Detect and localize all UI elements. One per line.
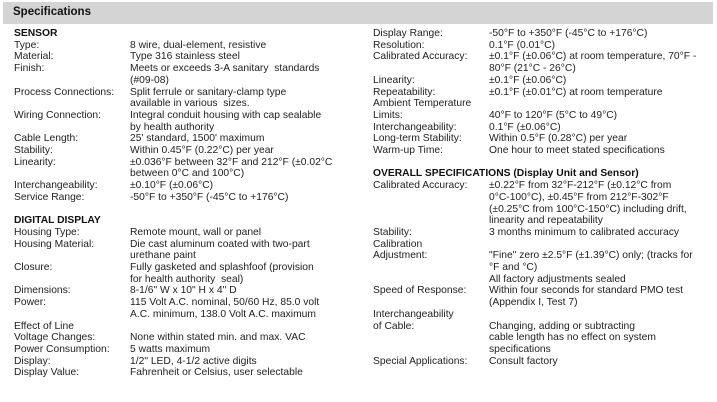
- spec-label: Adjustment:: [373, 250, 428, 262]
- spec-value: 1/2" LED, 4-1/2 active digits: [130, 355, 257, 367]
- spec-value-cont: between 0°C and 100°C): [130, 168, 245, 180]
- page-title: Specifications: [3, 2, 713, 24]
- spec-row: [14, 110, 369, 122]
- spec-value-cont: 80°F (21°C - 26°C): [489, 63, 576, 75]
- spec-label: Special Applications:: [373, 355, 468, 367]
- spec-value-cont: (#09-08): [130, 74, 169, 86]
- spec-row: [14, 40, 369, 52]
- spec-row: [373, 145, 713, 157]
- spec-value-cont: °F and °C): [489, 262, 538, 274]
- spec-label: Wiring Connection:: [14, 109, 101, 121]
- spec-label: Voltage Changes:: [14, 332, 96, 344]
- spec-value: 3 months minimum to calibrated accuracy: [489, 226, 679, 238]
- spec-label: Stability:: [373, 226, 412, 238]
- spec-label: Ambient Temperature: [373, 98, 472, 110]
- spec-value: Within 0.5°F (0.28°C) per year: [489, 133, 628, 145]
- spec-label: Display Range:: [373, 28, 443, 39]
- spec-label: Process Connections:: [14, 86, 115, 98]
- spec-label: Interchangeability:: [373, 121, 457, 133]
- spec-value: Fully gasketed and splashfoof (provision: [130, 262, 314, 274]
- spec-value: ±0.036°F between 32°F and 212°F (±0.02°C: [130, 156, 333, 168]
- spec-row: [14, 133, 369, 145]
- left-column: [14, 28, 369, 379]
- spec-row: [373, 40, 713, 52]
- overall-specifications-heading: OVERALL SPECIFICATIONS (Display Unit and Sensor): [373, 168, 639, 180]
- spec-value: 8 wire, dual-element, resistive: [130, 39, 267, 51]
- spec-row: [14, 145, 369, 157]
- spec-label: Interchangeability:: [14, 180, 98, 192]
- spec-value: 0.1°F (0.01°C): [489, 39, 556, 51]
- spec-label: Calibration: [373, 238, 423, 250]
- spec-row: [14, 356, 369, 368]
- spec-value: Die cast aluminum coated with two-part: [130, 238, 310, 250]
- spec-row: [373, 87, 713, 99]
- spec-row: [373, 110, 713, 122]
- spec-value-cont: cable length has no effect on system: [489, 332, 656, 344]
- spec-label: Type:: [14, 39, 40, 51]
- spec-label: Closure:: [14, 262, 53, 274]
- right-column: [373, 28, 713, 367]
- spec-row: [14, 367, 369, 379]
- spec-row: [14, 192, 369, 204]
- spec-label: Calibrated Accuracy:: [373, 51, 468, 63]
- spec-label: Linearity:: [373, 74, 415, 86]
- spec-label: Effect of Line: [14, 320, 74, 332]
- spec-row: [14, 180, 369, 192]
- spec-row: [14, 344, 369, 356]
- spec-value: 40°F to 120°F (5°C to 49°C): [489, 109, 618, 121]
- spec-row: [373, 227, 713, 239]
- spec-value: 25' standard, 1500' maximum: [130, 133, 265, 145]
- spec-value: One hour to meet stated specifications: [489, 145, 665, 157]
- spec-row: [373, 285, 713, 297]
- spec-row: [14, 157, 369, 169]
- spec-label: Limits:: [373, 109, 403, 121]
- spec-label: Interchangeability: [373, 308, 454, 320]
- spec-row: [373, 180, 713, 192]
- spec-row: [14, 87, 369, 99]
- spec-value: None within stated min. and max. VAC: [130, 332, 306, 344]
- spec-label: Warm-up Time:: [373, 145, 443, 157]
- spec-label: Finish:: [14, 63, 45, 75]
- spec-row: [373, 250, 713, 262]
- spec-label: Repeatability:: [373, 86, 436, 98]
- spec-label: Speed of Response:: [373, 285, 467, 297]
- spec-value: 8-1/6" W x 10" H x 4" D: [130, 285, 237, 297]
- spec-value-cont: by health authority: [130, 121, 215, 133]
- spec-value: Meets or exceeds 3-A sanitary standards: [130, 63, 320, 75]
- spec-row: [14, 239, 369, 251]
- spec-row: [373, 51, 713, 63]
- spec-value-cont: 0°C-100°C), ±0.45°F from 212°F-302°F: [489, 191, 669, 203]
- spec-value-cont: specifications: [489, 343, 551, 355]
- spec-label: Service Range:: [14, 191, 85, 203]
- spec-value-cont: urethane paint: [130, 250, 196, 262]
- spec-value: ±0.1°F (±0.01°C) at room temperature: [489, 86, 663, 98]
- spec-value: -50°F to +350°F (-45°C to +176°C): [489, 28, 648, 39]
- spec-value: ±0.1°F (±0.06°C): [489, 74, 567, 86]
- spec-value: Changing, adding or subtracting: [489, 320, 635, 332]
- spec-label: Long-term Stability:: [373, 133, 462, 145]
- spec-value-cont: for health authority seal): [130, 273, 244, 285]
- spec-value-cont: available in various sizes.: [130, 98, 250, 110]
- spacer: [14, 204, 369, 216]
- spec-value-cont: All factory adjustments sealed: [489, 273, 626, 285]
- spec-row: [14, 297, 369, 309]
- spec-value: ±0.10°F (±0.06°C): [130, 180, 214, 192]
- spec-value: Within four seconds for standard PMO test: [489, 285, 684, 297]
- spec-row: [373, 122, 713, 134]
- spec-value: Split ferrule or sanitary-clamp type: [130, 86, 287, 98]
- spec-label: Housing Type:: [14, 226, 80, 238]
- spec-value: 5 watts maximum: [130, 343, 211, 355]
- spec-value: Within 0.45°F (0.22°C) per year: [130, 145, 274, 157]
- spec-row: [373, 356, 713, 368]
- spec-label: Display:: [14, 355, 51, 367]
- spec-label: Calibrated Accuracy:: [373, 180, 468, 192]
- spec-value: Consult factory: [489, 355, 558, 367]
- sensor-heading: SENSOR: [14, 28, 58, 39]
- spec-value: Type 316 stainless steel: [130, 51, 240, 63]
- spec-value: ±0.1°F (±0.06°C) at room temperature, 70°F -: [489, 51, 697, 63]
- spec-label: Power Consumption:: [14, 343, 110, 355]
- spec-row: [373, 28, 713, 40]
- spec-value-cont: (Appendix I, Test 7): [489, 297, 578, 309]
- spec-row: [14, 63, 369, 75]
- spec-label: of Cable:: [373, 320, 415, 332]
- spec-value-cont: (±0.25°C from 100°C-150°C) including drift,: [489, 203, 687, 215]
- spec-row: [14, 332, 369, 344]
- spec-value: Remote mount, wall or panel: [130, 226, 262, 238]
- spec-row: [14, 262, 369, 274]
- spec-row: [373, 321, 713, 333]
- spec-row: [14, 285, 369, 297]
- spec-label: Power:: [14, 297, 47, 309]
- spec-label: Material:: [14, 51, 54, 63]
- spec-row: [373, 133, 713, 145]
- spec-label: Resolution:: [373, 39, 425, 51]
- digital-display-heading: DIGITAL DISPLAY: [14, 215, 101, 227]
- spec-value: -50°F to +350°F (-45°C to +176°C): [130, 191, 289, 203]
- spec-label: Cable Length:: [14, 133, 79, 145]
- spec-row: [373, 75, 713, 87]
- spec-label: Housing Material:: [14, 238, 95, 250]
- spec-value: "Fine" zero ±2.5°F (±1.39°C) only; (tracks for: [489, 250, 693, 262]
- spec-label: Stability:: [14, 145, 53, 157]
- spec-value: ±0.22°F from 32°F-212°F (±0.12°C from: [489, 180, 672, 192]
- spacer: [373, 157, 713, 169]
- spec-label: Display Value:: [14, 367, 80, 379]
- spec-value: Fahrenheit or Celsius, user selectable: [130, 367, 303, 379]
- spec-value-cont: A.C. minimum, 138.0 Volt A.C. maximum: [130, 308, 316, 320]
- spec-value: 115 Volt A.C. nominal, 50/60 Hz, 85.0 volt: [130, 297, 320, 309]
- spec-value-cont: linearity and repeatability: [489, 215, 603, 227]
- spec-row: [14, 51, 369, 63]
- spec-row: [14, 227, 369, 239]
- spec-value: 0.1°F (±0.06°C): [489, 121, 561, 133]
- spec-value: Integral conduit housing with cap sealable: [130, 109, 322, 121]
- spec-label: Dimensions:: [14, 285, 71, 297]
- spec-label: Linearity:: [14, 156, 56, 168]
